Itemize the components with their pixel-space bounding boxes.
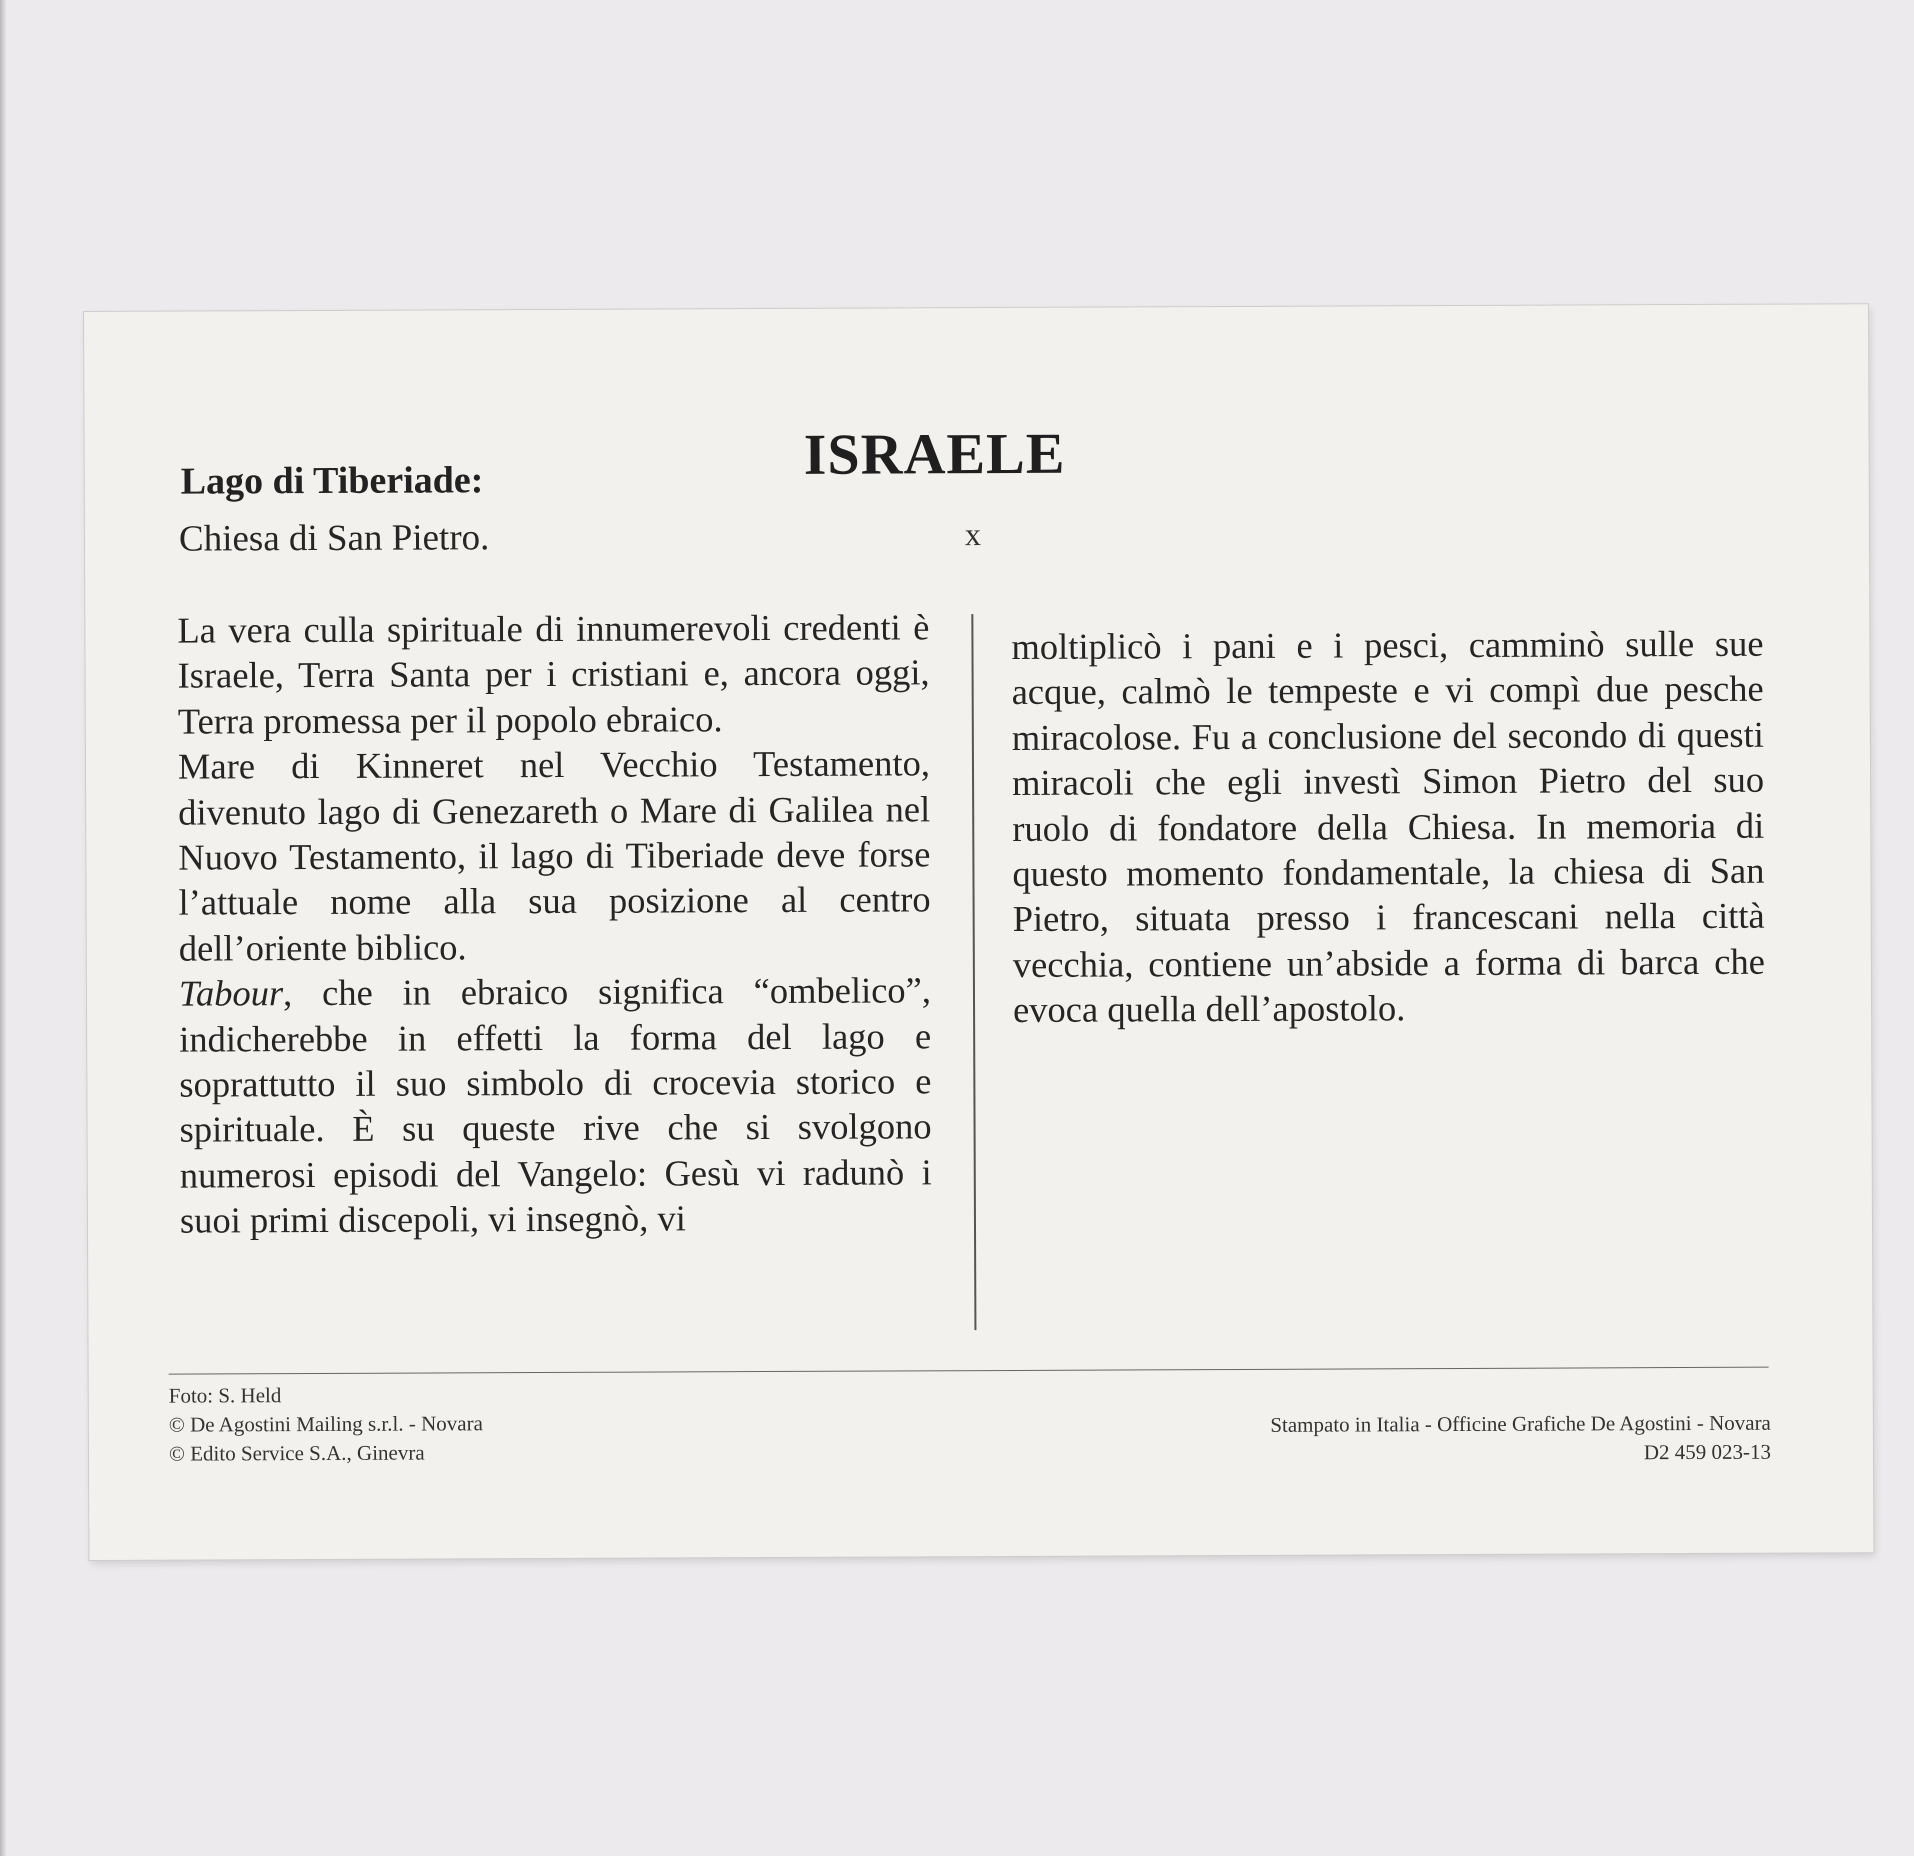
left-paragraph-3 xyxy=(179,968,932,1244)
copyright-line-1: © De Agostini Mailing s.r.l. - Novara xyxy=(168,1411,483,1437)
photo-credit: Foto: S. Held xyxy=(168,1383,282,1408)
left-paragraph-3-rest: , che in ebraico significa “ombelico”, indicherebbe in effetti la forma del lago e soprattutto il suo simbolo di crocevia storico e spirituale. È su queste rive che si svolgono numerosi episodi del Vangelo: Gesù vi radunò i suoi primi discepoli, vi insegnò, vi xyxy=(179,969,932,1241)
column-divider xyxy=(971,614,976,1330)
location-subheading: Chiesa di San Pietro. xyxy=(178,517,490,560)
left-paragraph-1: La vera culla spirituale di innumerevoli credenti è Israele, Terra Santa per i cristiani e, ancora oggi, Terra promessa per il popolo ebraico. xyxy=(177,606,930,742)
scan-edge xyxy=(0,0,6,1856)
footer-rule xyxy=(169,1367,1769,1375)
footer-printer xyxy=(1069,1409,1771,1470)
printed-in: Stampato in Italia - Officine Grafiche De Agostini - Novara xyxy=(1270,1410,1771,1437)
location-heading: Lago di Tiberiade: xyxy=(180,459,484,503)
left-column-text xyxy=(177,604,932,1243)
card-title: ISRAELE xyxy=(803,420,1066,487)
left-paragraph-2: Mare di Kinneret nel Vecchio Testamento, divenuto lago di Genezareth o Mare di Galilea nel Nuovo Testamento, il lago di Tiberiade deve forse l’attuale nome alla sua posizione al centro dell’oriente biblico. xyxy=(177,742,931,969)
product-code: D2 459 023-13 xyxy=(1643,1439,1772,1465)
right-paragraph-1: moltiplicò i pani e i pesci, camminò sulle sue acque, calmò le tempeste e vi compì due pesche miracolose. Fu a conclusione del secondo di questi miracoli che egli investì Simon Pietro del suo ruolo di fondatore della Chiesa. In memoria di questo momento fondamentale, la chiesa di San Pietro, situata presso i francescani nella città vecchia, contiene un’abside a forma di barca che evoca quella dell’apostolo. xyxy=(1011,622,1765,1031)
footer-credits xyxy=(169,1380,483,1468)
card-marker: x xyxy=(964,516,982,553)
copyright-line-2: © Edito Service S.A., Ginevra xyxy=(168,1440,425,1466)
italic-term: Tabour xyxy=(178,972,284,1014)
postcard-back xyxy=(84,304,1873,1560)
right-column-text xyxy=(1011,621,1765,1033)
